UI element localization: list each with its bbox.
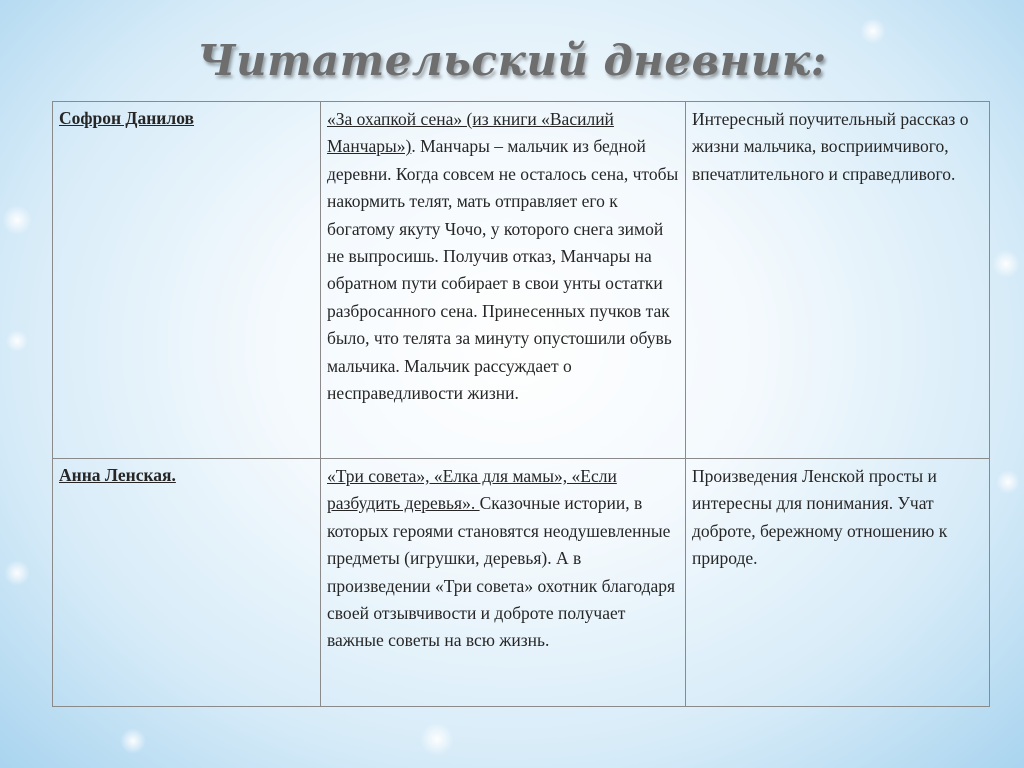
table-row <box>53 459 990 707</box>
summary-cell <box>321 102 686 459</box>
author-cell: Анна Ленская. <box>53 459 321 707</box>
background-sparkle <box>6 330 28 352</box>
page-title: Читательский дневник: <box>197 36 827 85</box>
background-sparkle <box>2 205 32 235</box>
summary-cell <box>321 459 686 707</box>
works-title: «Три совета», «Елка для мамы», «Если разбудить деревья». <box>327 466 617 514</box>
background-sparkle <box>996 470 1020 494</box>
summary-text: . Манчары – мальчик из бедной деревни. Когда совсем не осталось сена, чтобы накормить телят, мать отправляет его к богатому якуту Чочо, у которого снега зимой не выпросишь. Получив отказ, Манчары на обратном пути собирает в свои унты остатки разбросанного сена. Принесенных пучков так было, что телята за минуту опустошили обувь мальчика. Мальчик рассуждает о несправедливости жизни. <box>327 136 679 404</box>
background-sparkle <box>4 560 30 586</box>
works-title: «За охапкой сена» (из книги «Василий Манчары») <box>327 109 614 157</box>
background-sparkle <box>992 250 1020 278</box>
reading-diary-table <box>52 101 990 707</box>
background-sparkle <box>120 728 146 754</box>
author-cell: Софрон Данилов <box>53 102 321 459</box>
table-row <box>53 102 990 459</box>
background-sparkle <box>420 722 454 756</box>
summary-text: Сказочные истории, в которых героями становятся неодушевленные предметы (игрушки, деревья). А в произведении «Три совета» охотник благодаря своей отзывчивости и доброте получает важные советы на всю жизнь. <box>327 493 676 651</box>
opinion-cell: Интересный поучительный рассказ о жизни мальчика, восприимчивого, впечатлительного и справедливого. <box>686 102 990 459</box>
opinion-cell: Произведения Ленской просты и интересны для понимания. Учат доброте, бережному отношению к природе. <box>686 459 990 707</box>
